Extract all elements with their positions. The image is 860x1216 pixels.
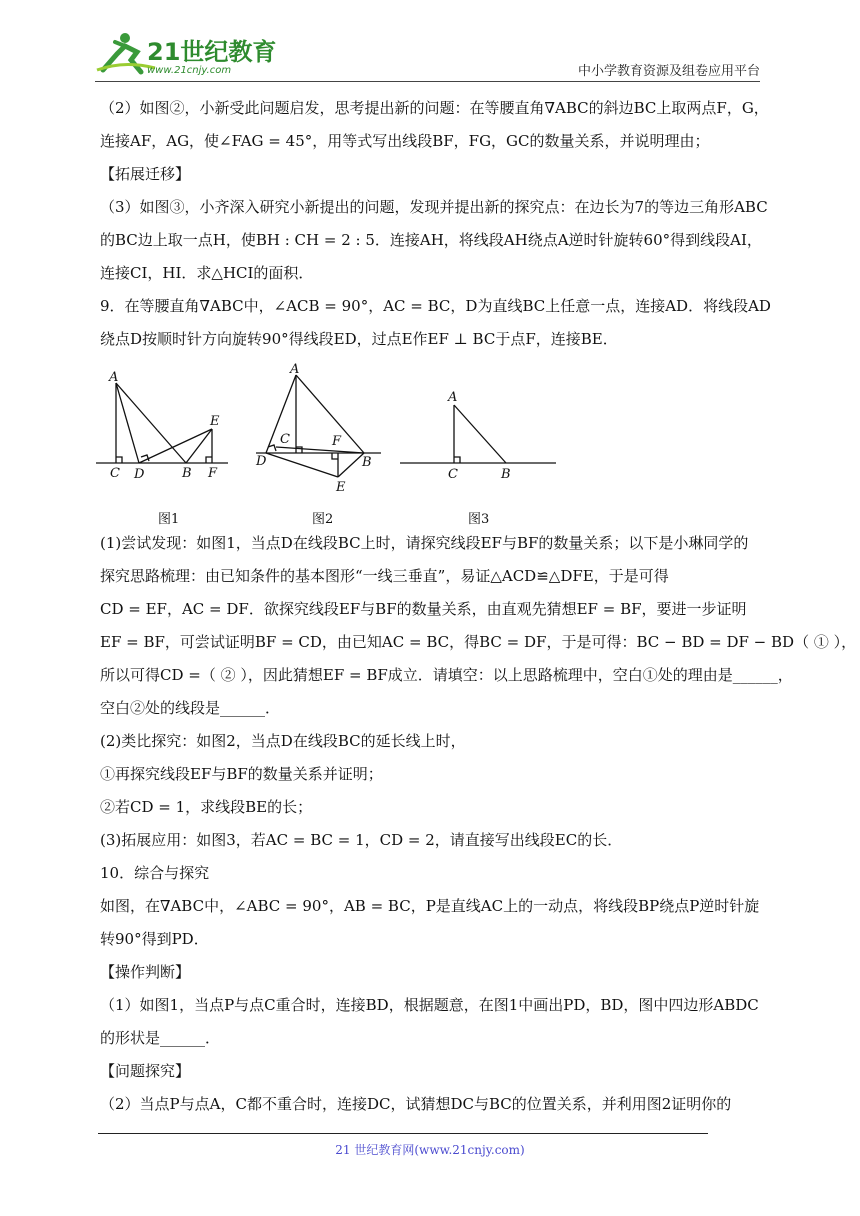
section-heading: 【操作判断】 xyxy=(100,963,191,981)
text-line: (2)类比探究：如图2，当点D在线段BC的延长线上时， xyxy=(100,732,466,750)
text-line: CD = EF，AC = DF．欲探究线段EF与BF的数量关系，由直观先猜想EF = BF，要进一步证明 xyxy=(100,600,747,618)
text-line: 的形状是______． xyxy=(100,1029,221,1047)
text-line: 空白②处的线段是______． xyxy=(100,699,281,717)
question-9-stem: 9．在等腰直角∇ABC中，∠ACB = 90°，AC = BC，D为直线BC上任意一点，连接AD．将线段AD xyxy=(100,297,771,315)
text-line: 如图，在∇ABC中，∠ABC = 90°，AB = BC，P是直线AC上的一动点，将线段BP绕点P逆时针旋 xyxy=(100,897,760,915)
footer-divider xyxy=(98,1133,708,1134)
footer-link[interactable]: 21 世纪教育网(www.21cnjy.com) xyxy=(335,1143,525,1157)
text-line: （2）如图②，小新受此问题启发，思考提出新的问题：在等腰直角∇ABC的斜边BC上取两点F，G， xyxy=(100,99,769,117)
figure-1 xyxy=(96,383,228,463)
fig3-label-a: A xyxy=(448,390,458,405)
text-line: ②若CD = 1，求线段BE的长； xyxy=(100,798,313,816)
text-line: （3）如图③，小齐深入研究小新提出的问题，发现并提出新的探究点：在边长为7的等边三角形ABC xyxy=(100,198,768,216)
figure-3-caption: 图3 xyxy=(468,512,490,527)
question-9-figures xyxy=(100,362,760,533)
fig2-label-a: A xyxy=(290,362,300,377)
text-line: (3)拓展应用：如图3，若AC = BC = 1，CD = 2，请直接写出线段EC的长． xyxy=(100,831,623,849)
fig1-label-a: A xyxy=(109,370,119,385)
question-10-title: 10．综合与探究 xyxy=(100,864,210,882)
header-divider xyxy=(95,81,760,82)
fig2-label-c: C xyxy=(280,432,290,447)
platform-name: 中小学教育资源及组卷应用平台 xyxy=(577,64,760,79)
svg-text:www.21cnjy.com: www.21cnjy.com xyxy=(147,65,232,76)
text-line: 连接AF，AG，使∠FAG = 45°，用等式写出线段BF，FG，GC的数量关系，并说明理由； xyxy=(100,132,710,150)
text-line: 所以可得CD =（ ② ），因此猜想EF = BF成立．请填空：以上思路梳理中，空白①处的理由是______， xyxy=(100,666,793,684)
figure-3 xyxy=(400,405,556,463)
fig2-label-b: B xyxy=(362,455,372,470)
fig1-label-d: D xyxy=(134,467,145,482)
section-heading: 【问题探究】 xyxy=(100,1062,191,1080)
text-line: 转90°得到PD． xyxy=(100,930,209,948)
fig2-label-e: E xyxy=(336,480,346,495)
site-logo[interactable] xyxy=(95,30,275,76)
fig1-label-c: C xyxy=(110,466,120,481)
runner-logo-icon xyxy=(95,30,275,76)
text-line: 连接CI，HI．求△HCI的面积． xyxy=(100,264,314,282)
svg-text:21世纪教育: 21世纪教育 xyxy=(147,38,277,66)
section-heading: 【拓展迁移】 xyxy=(100,165,191,183)
text-line: 探究思路梳理：由已知条件的基本图形“一线三垂直”，易证△ACD≌△DFE，于是可得 xyxy=(100,567,669,585)
page-header xyxy=(95,30,760,80)
fig1-label-b: B xyxy=(182,466,192,481)
text-line: （2）当点P与点A，C都不重合时，连接DC，试猜想DC与BC的位置关系，并利用图2证明你的 xyxy=(100,1095,732,1113)
fig3-label-b: B xyxy=(501,467,511,482)
document-body xyxy=(100,98,857,1127)
text-line: ①再探究线段EF与BF的数量关系并证明； xyxy=(100,765,383,783)
text-line: 绕点D按顺时针方向旋转90°得线段ED，过点E作EF ⊥ BC于点F，连接BE． xyxy=(100,330,618,348)
figure-2-caption: 图2 xyxy=(312,512,334,527)
text-line: （1）如图1，当点P与点C重合时，连接BD，根据题意，在图1中画出PD，BD，图中四边形ABDC xyxy=(100,996,759,1014)
text-line: EF = BF，可尝试证明BF = CD，由已知AC = BC，得BC = DF，于是可得：BC − BD = DF − BD（ ① ）， xyxy=(100,633,857,651)
fig1-label-e: E xyxy=(210,414,220,429)
text-line: 的BC边上取一点H，使BH : CH = 2 : 5．连接AH，将线段AH绕点A逆时针旋转60°得到线段AI， xyxy=(100,231,762,249)
figure-1-caption: 图1 xyxy=(158,512,180,527)
fig2-label-d: D xyxy=(256,454,267,469)
text-line: (1)尝试发现：如图1，当点D在线段BC上时，请探究线段EF与BF的数量关系；以下是小琳同学的 xyxy=(100,534,749,552)
fig3-label-c: C xyxy=(448,467,458,482)
fig1-label-f: F xyxy=(208,466,218,481)
fig2-label-f: F xyxy=(332,434,342,449)
